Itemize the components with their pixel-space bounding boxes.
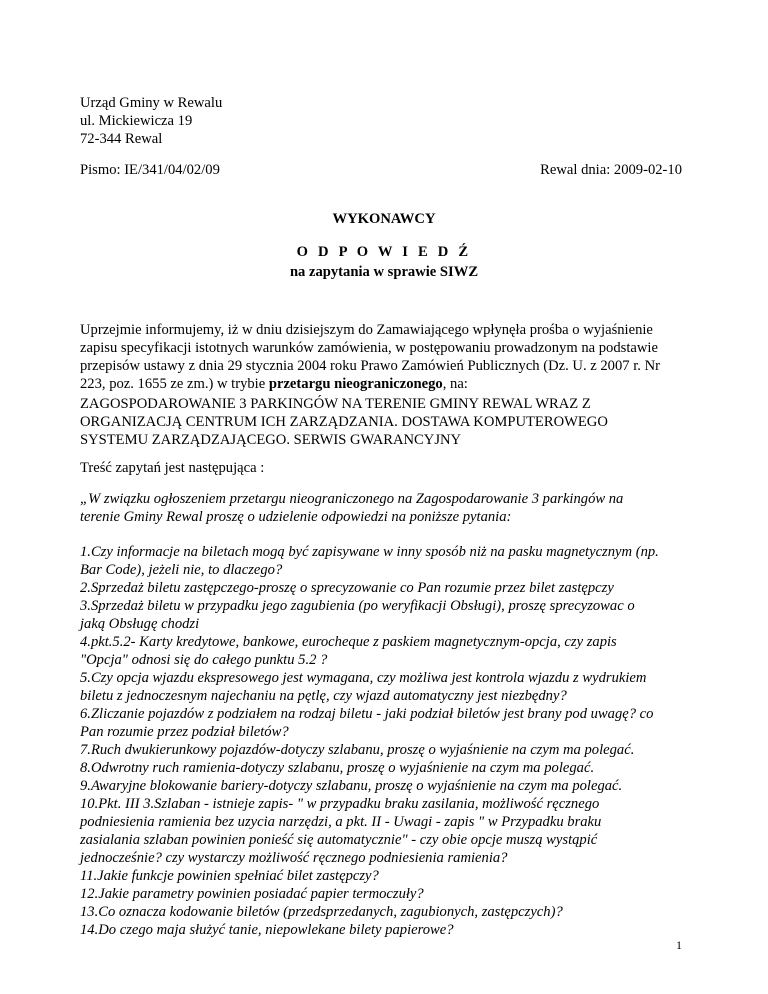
document-title: O D P O W I E D Ź — [296, 244, 472, 260]
list-item: "Opcja" odnosi się do całego punktu 5.2 ? — [80, 652, 328, 668]
list-item: 12.Jakie parametry powinien posiadać papier termoczuły? — [80, 886, 424, 902]
list-item: jednocześnie? czy wystarczy możliwość ręcznego podniesienia ramienia? — [80, 850, 508, 866]
list-item: 5.Czy opcja wjazdu ekspresowego jest wymagana, czy możliwa jest kontrola wjazdu z wydrukiem — [80, 670, 647, 686]
list-item: 1.Czy informacje na biletach mogą być zapisywane w inny sposób niż na pasku magnetycznym (np. — [80, 544, 659, 560]
intro-paragraph: Uprzejmie informujemy, iż w dniu dzisiejszym do Zamawiającego wpłynęła prośba o wyjaśnienie zapisu specyfikacji istotnych warunków zamówienia, w postępowaniu prowadzonym na podstawie przepisów ustawy z dnia 29 stycznia 2004 roku Prawo Zamówień Publicznych (Dz. U. z 2007 r. Nr 223, poz. 1655 ze zm.) w trybie przetargu nieograniczonego, na: — [80, 322, 660, 392]
list-item: podniesienia ramienia bez uzycia narzędzi, a pkt. II - Uwagi - zapis " w Przypadku braku — [80, 814, 602, 830]
sender-street: ul. Mickiewicza 19 — [80, 113, 193, 129]
letter-reference: Pismo: IE/341/04/02/09 — [80, 162, 220, 178]
document-subtitle: na zapytania w sprawie SIWZ — [289, 264, 479, 280]
content-label: Treść zapytań jest następująca : — [80, 460, 265, 476]
list-item: 11.Jakie funkcje powinien spełniać bilet zastępczy? — [80, 868, 379, 884]
recipients-heading: WYKONAWCY — [332, 211, 436, 227]
sender-name: Urząd Gminy w Rewalu — [80, 95, 223, 111]
list-item: 2.Sprzedaż biletu zastępczego-proszę o sprecyzowanie co Pan rozumie przez bilet zastępczy — [80, 580, 614, 596]
page-number: 1 — [676, 938, 682, 952]
list-item: 6.Zliczanie pojazdów z podziałem na rodzaj biletu - jaki podział biletów jest brany pod uwagę? co — [80, 706, 654, 722]
list-item: 7.Ruch dwukierunkowy pojazdów-dotyczy szlabanu, proszę o wyjaśnienie na czym ma polegać. — [80, 742, 635, 758]
quote-intro: „W związku ogłoszeniem przetargu nieograniczonego na Zagospodarowanie 3 parkingów na terenie Gminy Rewal proszę o udzielenie odpowiedzi na poniższe pytania: — [80, 491, 624, 525]
list-item: 9.Awaryjne blokowanie bariery-dotyczy szlabanu, proszę o wyjaśnienie na czym ma polegać. — [80, 778, 623, 794]
list-item: 13.Co oznacza kodowanie biletów (przedsprzedanych, zagubionych, zastępczych)? — [80, 904, 563, 920]
sender-postal: 72-344 Rewal — [80, 131, 163, 147]
questions-list — [80, 543, 700, 939]
list-item: 8.Odwrotny ruch ramienia-dotyczy szlabanu, proszę o wyjaśnienie na czym ma polegać. — [80, 760, 595, 776]
letter-date: Rewal dnia: 2009-02-10 — [540, 162, 682, 178]
list-item: Bar Code), jeżeli nie, to dlaczego? — [80, 562, 283, 578]
list-item: zasialania szlaban powinien ponieść się automatycznie" - czy obie opcje muszą wystąpić — [80, 832, 598, 848]
sender-address — [80, 94, 222, 148]
list-item: biletu z jednoczesnym najechaniu na pętlę, czy wjazd automatyczny jest niezbędny? — [80, 688, 567, 704]
list-item: 3.Sprzedaż biletu w przypadku jego zagubienia (po weryfikacji Obsługi), proszę sprecyzowac o — [80, 598, 635, 614]
list-item: Pan rozumie przez podział biletów? — [80, 724, 289, 740]
list-item: 4.pkt.5.2- Karty kredytowe, bankowe, eurocheque z paskiem magnetycznym-opcja, czy zapis — [80, 634, 617, 650]
list-item: jaką Obsługę chodzi — [80, 616, 200, 632]
tender-mode: przetargu nieograniczonego — [268, 376, 443, 392]
list-item: 10.Pkt. III 3.Szlaban - istnieje zapis- " w przypadku braku zasilania, możliwość ręcznego — [80, 796, 600, 812]
subject-paragraph: ZAGOSPODAROWANIE 3 PARKINGÓW NA TERENIE GMINY REWAL WRAZ Z ORGANIZACJĄ CENTRUM ICH ZARZĄDZANIA. DOSTAWA KOMPUTEROWEGO SYSTEMU ZARZĄDZAJĄCEGO. SERWIS GWARANCYJNY — [80, 396, 608, 448]
list-item: 14.Do czego maja służyć tanie, niepowlekane bilety papierowe? — [80, 922, 454, 938]
